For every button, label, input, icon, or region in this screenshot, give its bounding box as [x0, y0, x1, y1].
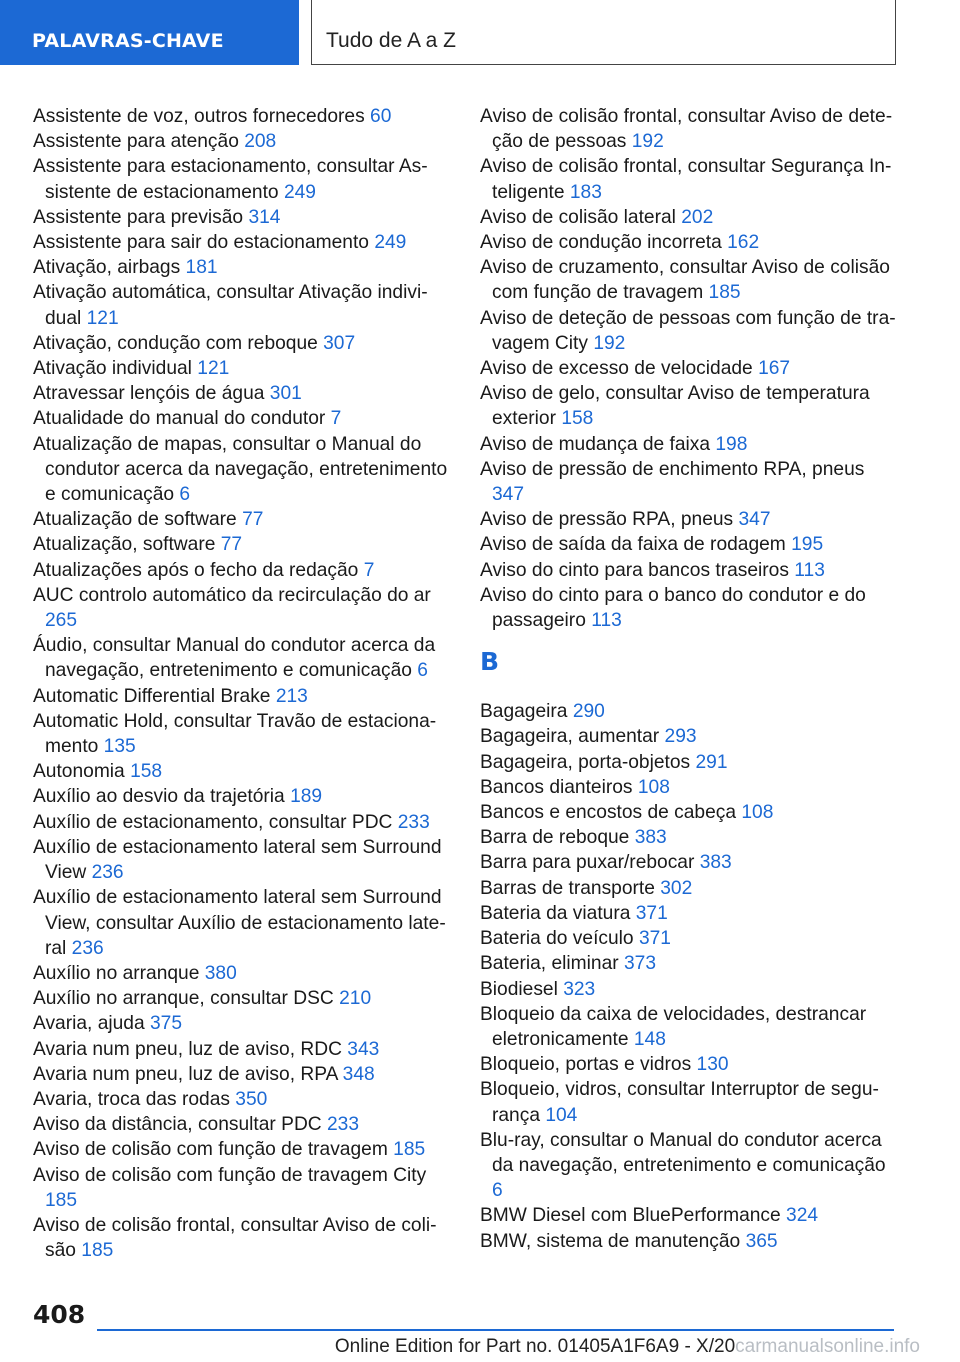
- index-entry: [33, 406, 453, 431]
- page-link[interactable]: 77: [220, 534, 243, 556]
- index-column-left: [33, 104, 453, 1263]
- entry-term: Bateria do veículo: [480, 928, 634, 950]
- entry-term: Aviso de deteção de pessoas com função de travagem City: [480, 307, 896, 354]
- page-link[interactable]: 104: [545, 1104, 578, 1126]
- page-link[interactable]: 233: [397, 811, 430, 833]
- index-entry: [480, 951, 900, 976]
- entry-term: Aviso de colisão com função de travagem: [33, 1139, 388, 1161]
- index-entry: [33, 381, 453, 406]
- index-entry: [480, 1128, 900, 1204]
- index-entry: [33, 255, 453, 280]
- index-entry: [480, 699, 900, 724]
- page-link[interactable]: 158: [130, 761, 163, 783]
- entry-term: Atualização, software: [33, 534, 216, 556]
- page-link[interactable]: 249: [283, 181, 316, 203]
- entry-term: Aviso de colisão frontal, consultar Segurança Inteligente: [480, 156, 892, 203]
- page-link[interactable]: 383: [634, 827, 667, 849]
- watermark-text: carmanualsonline.info: [735, 1336, 920, 1357]
- index-entry: [33, 331, 453, 356]
- page-link[interactable]: 130: [696, 1054, 729, 1076]
- page-link[interactable]: 265: [45, 610, 78, 632]
- index-entry: [33, 1087, 453, 1112]
- index-entry: [33, 684, 453, 709]
- entry-term: Bateria da viatura: [480, 902, 631, 924]
- entry-term: Blu-ray, consultar o Manual do condutor acerca da navegação, entretenimento e comunicação: [480, 1129, 886, 1176]
- entry-term: Atualidade do manual do condutor: [33, 408, 326, 430]
- page-link[interactable]: 113: [591, 610, 622, 632]
- entry-term: Ativação, condução com reboque: [33, 332, 318, 354]
- index-entry: [33, 1062, 453, 1087]
- entry-term: Bloqueio, vidros, consultar Interruptor de segurança: [480, 1079, 879, 1126]
- page-link[interactable]: 162: [727, 232, 760, 254]
- page-link[interactable]: 373: [623, 953, 656, 975]
- index-entry: [33, 432, 453, 508]
- index-entry: [33, 154, 453, 204]
- index-entry: [480, 850, 900, 875]
- page-link[interactable]: 183: [569, 181, 602, 203]
- entry-term: Aviso de mudança de faixa: [480, 433, 711, 455]
- page-link[interactable]: 113: [794, 559, 825, 581]
- index-entry: [480, 724, 900, 749]
- page-link[interactable]: 302: [660, 877, 693, 899]
- entry-term: Biodiesel: [480, 978, 558, 1000]
- index-entry: [33, 810, 453, 835]
- page-link[interactable]: 7: [330, 408, 342, 430]
- index-entry: [33, 1112, 453, 1137]
- index-entry: [480, 532, 900, 557]
- index-entry: [33, 1163, 453, 1213]
- page-link[interactable]: 185: [45, 1189, 78, 1211]
- entry-term: Aviso da distância, consultar PDC: [33, 1114, 322, 1136]
- index-entry: [480, 800, 900, 825]
- entry-term: Assistente para estacionamento, consultar Assistente de estacionamento: [33, 156, 428, 203]
- index-entry: [480, 750, 900, 775]
- index-group-b: [480, 699, 900, 1253]
- index-entry: [480, 1077, 900, 1127]
- page-link[interactable]: 343: [347, 1038, 380, 1060]
- entry-term: Aviso de cruzamento, consultar Aviso de colisão com função de travagem: [480, 257, 890, 304]
- entry-term: Ativação individual: [33, 358, 192, 380]
- entry-term: Auxílio de estacionamento lateral sem Surround View: [33, 836, 442, 884]
- page-link[interactable]: 314: [248, 206, 281, 228]
- footer-divider: [97, 1329, 894, 1331]
- page-link[interactable]: 291: [695, 751, 728, 773]
- index-entry: [33, 205, 453, 230]
- entry-term: Assistente de voz, outros fornecedores: [33, 106, 365, 127]
- entry-term: BMW, sistema de manutenção: [480, 1230, 741, 1252]
- index-entry: [480, 104, 900, 154]
- entry-term: Auxílio de estacionamento lateral sem Surround View, consultar Auxílio de estacionamento lateral: [33, 887, 446, 959]
- index-entry: [33, 709, 453, 759]
- index-entry: [33, 129, 453, 154]
- index-entry: [33, 885, 453, 961]
- entry-term: Atualização de mapas, consultar o Manual do condutor acerca da navegação, entretenimento e comunicação: [33, 433, 448, 506]
- entry-term: BMW Diesel com BluePerformance: [480, 1205, 781, 1227]
- entry-term: Assistente para atenção: [33, 131, 239, 153]
- entry-term: Aviso de colisão lateral: [480, 206, 676, 228]
- page-link[interactable]: 60: [370, 106, 392, 127]
- index-entry: [480, 381, 900, 431]
- entry-term: Automatic Hold, consultar Travão de estacionamento: [33, 710, 437, 758]
- index-group-a: [480, 104, 900, 633]
- index-entry: [480, 230, 900, 255]
- entry-term: Avaria num pneu, luz de aviso, RDC: [33, 1038, 342, 1060]
- entry-term: Aviso de saída da faixa de rodagem: [480, 534, 786, 556]
- index-entry: [33, 1011, 453, 1036]
- index-entry: [480, 901, 900, 926]
- index-entry: [33, 835, 453, 885]
- index-entry: [33, 104, 453, 129]
- entry-term: Barra de reboque: [480, 827, 630, 849]
- entry-term: Bloqueio da caixa de velocidades, destrancar eletronicamente: [480, 1003, 867, 1050]
- entry-term: Ativação automática, consultar Ativação individual: [33, 282, 428, 329]
- page-link[interactable]: 208: [244, 131, 277, 153]
- page-link[interactable]: 365: [745, 1230, 778, 1252]
- index-entry: [480, 432, 900, 457]
- page-link[interactable]: 301: [269, 383, 302, 405]
- entry-term: Auxílio no arranque: [33, 962, 200, 984]
- page-link[interactable]: 350: [235, 1088, 268, 1110]
- page-link[interactable]: 202: [681, 206, 714, 228]
- entry-term: Avaria, troca das rodas: [33, 1088, 230, 1110]
- entry-term: Aviso de condução incorreta: [480, 232, 722, 254]
- entry-term: Assistente para previsão: [33, 206, 244, 228]
- index-entry: [480, 154, 900, 204]
- entry-term: Aviso de colisão com função de travagem City: [33, 1164, 427, 1186]
- entry-term: Bancos dianteiros: [480, 776, 633, 798]
- page-link[interactable]: 6: [417, 660, 428, 682]
- entry-term: Atualização de software: [33, 509, 237, 531]
- page-link[interactable]: 210: [339, 988, 372, 1010]
- page-link[interactable]: 375: [150, 1013, 183, 1035]
- page-link[interactable]: 121: [86, 307, 119, 329]
- page-link[interactable]: 347: [738, 509, 771, 531]
- page-link[interactable]: 189: [290, 786, 323, 808]
- page-link[interactable]: 347: [492, 484, 525, 506]
- entry-term: Bagageira, aumentar: [480, 726, 660, 748]
- page-link[interactable]: 236: [71, 937, 104, 959]
- index-entry: [33, 558, 453, 583]
- page-link[interactable]: 185: [81, 1240, 114, 1262]
- page-link[interactable]: 371: [635, 902, 668, 924]
- page-link[interactable]: 290: [572, 701, 605, 723]
- entry-term: Aviso de gelo, consultar Aviso de temperatura exterior: [480, 383, 870, 430]
- entry-term: Auxílio de estacionamento, consultar PDC: [33, 811, 393, 833]
- entry-term: Aviso de pressão RPA, pneus: [480, 509, 734, 531]
- index-entry: [33, 230, 453, 255]
- index-entry: [480, 558, 900, 583]
- entry-term: Aviso de colisão frontal, consultar Aviso de colisão: [33, 1214, 437, 1262]
- entry-term: Atualizações após o fecho da redação: [33, 559, 359, 581]
- index-entry: [33, 759, 453, 784]
- page-link[interactable]: 198: [715, 433, 748, 455]
- index-entry: [33, 280, 453, 330]
- entry-term: Avaria, ajuda: [33, 1013, 145, 1035]
- page-link[interactable]: 233: [327, 1114, 360, 1136]
- index-entry: [480, 1203, 900, 1228]
- entry-term: Barra para puxar/rebocar: [480, 852, 695, 874]
- page-link[interactable]: 6: [492, 1180, 503, 1202]
- entry-term: Bateria, eliminar: [480, 953, 619, 975]
- page-link[interactable]: 324: [786, 1205, 819, 1227]
- entry-term: Bagageira: [480, 701, 568, 723]
- index-entry: [480, 507, 900, 532]
- index-entry: [33, 532, 453, 557]
- index-entry: [33, 583, 453, 633]
- entry-term: Atravessar lençóis de água: [33, 383, 265, 405]
- index-entry: [480, 876, 900, 901]
- index-entry: [480, 255, 900, 305]
- page-link[interactable]: 181: [185, 257, 218, 279]
- page-link[interactable]: 192: [631, 131, 664, 153]
- section-tab: PALAVRAS-CHAVE: [0, 0, 299, 65]
- page-link[interactable]: 108: [741, 802, 774, 824]
- entry-term: Barras de transporte: [480, 877, 655, 899]
- page-link[interactable]: 185: [708, 282, 741, 304]
- page-link[interactable]: 195: [791, 534, 824, 556]
- index-entry: [480, 1052, 900, 1077]
- index-entry: [33, 507, 453, 532]
- index-entry: [33, 633, 453, 683]
- entry-term: Auxílio ao desvio da trajetória: [33, 786, 285, 808]
- index-entry: [480, 583, 900, 633]
- index-entry: [480, 775, 900, 800]
- footer: [0, 1334, 960, 1362]
- page-link[interactable]: 348: [342, 1063, 375, 1085]
- page-link[interactable]: 158: [561, 408, 594, 430]
- index-entry: [480, 1229, 900, 1254]
- page-link[interactable]: 293: [664, 726, 697, 748]
- page-link[interactable]: 148: [633, 1028, 666, 1050]
- page-link[interactable]: 6: [179, 484, 191, 506]
- edition-text: Online Edition for Part no. 01405A1F6A9 - X/20: [334, 1336, 736, 1357]
- page-link[interactable]: 213: [275, 685, 308, 707]
- entry-term: AUC controlo automático da recirculação do ar: [33, 584, 431, 606]
- entry-term: Automatic Differential Brake: [33, 685, 271, 707]
- page-link[interactable]: 192: [593, 332, 626, 354]
- index-entry: [33, 1037, 453, 1062]
- index-entry: [480, 205, 900, 230]
- page-link[interactable]: 185: [393, 1139, 426, 1161]
- index-entry: [480, 1002, 900, 1052]
- entry-term: Áudio, consultar Manual do condutor acerca da navegação, entretenimento e comunicação: [33, 635, 436, 682]
- index-entry: [33, 961, 453, 986]
- index-entry: [480, 457, 900, 507]
- index-entry: [480, 926, 900, 951]
- index-entry: [480, 825, 900, 850]
- index-entry: [480, 356, 900, 381]
- section-title: Tudo de A a Z: [311, 0, 896, 65]
- index-entry: [33, 986, 453, 1011]
- page-link[interactable]: 380: [204, 962, 237, 984]
- page-link[interactable]: 307: [323, 332, 356, 354]
- entry-term: Aviso de colisão frontal, consultar Aviso de deteção de pessoas: [480, 106, 893, 153]
- index-entry: [480, 306, 900, 356]
- page-link[interactable]: 167: [758, 358, 791, 380]
- entry-term: Avaria num pneu, luz de aviso, RPA: [33, 1063, 338, 1085]
- page-link[interactable]: 121: [197, 358, 230, 380]
- entry-term: Autonomia: [33, 761, 125, 783]
- index-entry: [33, 1137, 453, 1162]
- entry-term: Aviso do cinto para bancos traseiros: [480, 559, 789, 581]
- page-link[interactable]: 323: [563, 978, 596, 1000]
- page-link[interactable]: 108: [637, 776, 670, 798]
- entry-term: Aviso de excesso de velocidade: [480, 358, 753, 380]
- entry-term: Aviso de pressão de enchimento RPA, pneus: [480, 458, 865, 480]
- page-link[interactable]: 135: [103, 736, 136, 758]
- entry-term: Aviso do cinto para o banco do condutor e do passageiro: [480, 584, 866, 632]
- entry-term: Bloqueio, portas e vidros: [480, 1054, 692, 1076]
- index-entry: [33, 784, 453, 809]
- letter-heading-b: B: [480, 647, 500, 677]
- index-entry: [480, 977, 900, 1002]
- index-entry: [33, 1213, 453, 1263]
- page-link[interactable]: 236: [91, 862, 124, 884]
- index-entry: [33, 356, 453, 381]
- entry-term: Assistente para sair do estacionamento: [33, 232, 369, 254]
- entry-term: Bancos e encostos de cabeça: [480, 802, 737, 824]
- page-link[interactable]: 77: [242, 509, 264, 531]
- page-link[interactable]: 371: [638, 928, 671, 950]
- entry-term: Auxílio no arranque, consultar DSC: [33, 988, 334, 1010]
- page-link[interactable]: 7: [363, 559, 375, 581]
- index-column-right: [480, 104, 900, 1254]
- entry-term: Ativação, airbags: [33, 257, 181, 279]
- page-link[interactable]: 383: [699, 852, 732, 874]
- page-number: 408: [33, 1300, 86, 1329]
- entry-term: Bagageira, porta-objetos: [480, 751, 691, 773]
- page-link[interactable]: 249: [374, 232, 407, 254]
